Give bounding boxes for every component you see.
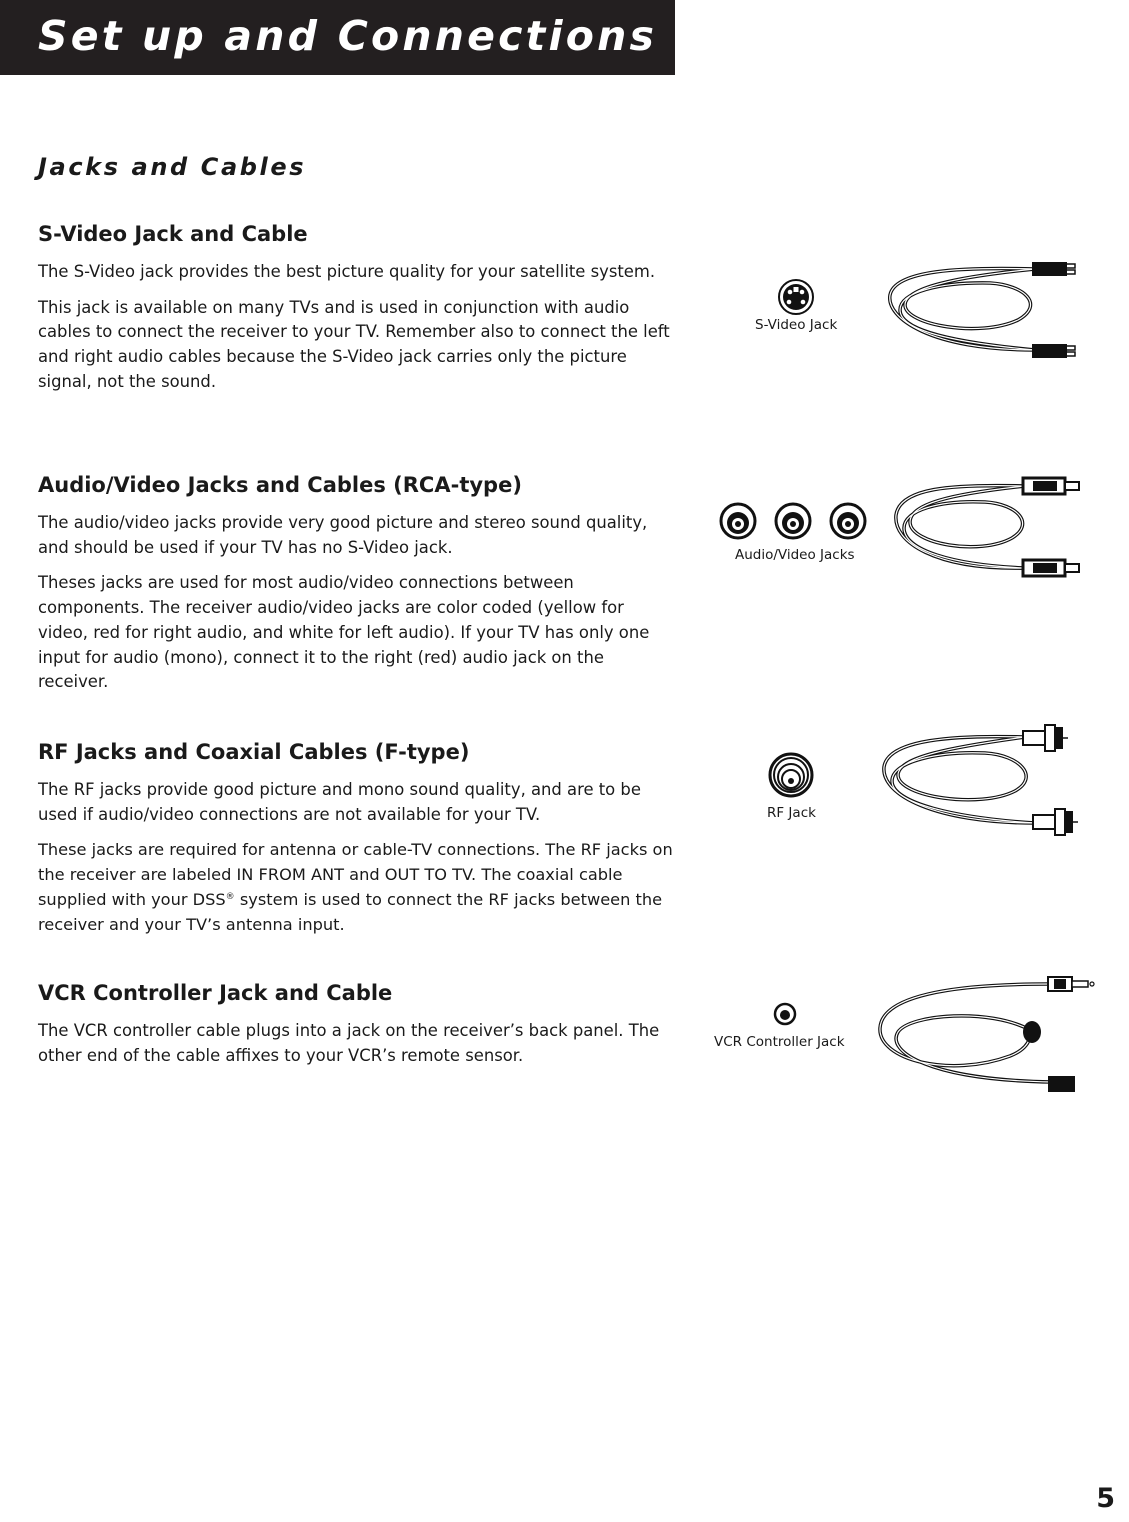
audio-video-figure [690, 470, 1110, 590]
rf-heading: RF Jacks and Coaxial Cables (F-type) [38, 740, 470, 764]
page-title: Set up and Connections [38, 12, 658, 60]
rf-paragraph-2-text: These jacks are required for antenna or cable-TV connections. The RF jacks on the receiver are labeled IN FROM ANT and OUT TO TV. The coaxial cable supplied with your DSS [38, 840, 673, 909]
header-bar [0, 0, 675, 75]
vcr-paragraph-1: The VCR controller cable plugs into a jack on the receiver’s back panel. The other end of the cable affixes to your VCR’s remote sensor. [38, 1021, 660, 1065]
rf-jack-icon [690, 715, 1110, 850]
section-heading: Jacks and Cables [38, 153, 307, 181]
s-video-section [38, 221, 678, 406]
rca-jack-icon [690, 470, 1110, 590]
rf-paragraph-2-text-cont: system is used to connect the RF jacks between the receiver and your TV’s antenna input. [38, 889, 663, 934]
rf-section [38, 739, 678, 948]
vcr-figure [690, 970, 1110, 1100]
audio-video-caption: Audio/Video Jacks [735, 547, 855, 563]
audio-video-section [38, 472, 678, 706]
s-video-figure [690, 250, 1110, 370]
s-video-caption: S-Video Jack [755, 317, 838, 333]
vcr-heading: VCR Controller Jack and Cable [38, 981, 393, 1005]
rf-paragraph-1: The RF jacks provide good picture and mono sound quality, and are to be used if audio/video connections are not available for your TV. [38, 780, 641, 824]
vcr-caption: VCR Controller Jack [714, 1034, 845, 1050]
page-number: 5 [1096, 1483, 1115, 1514]
s-video-paragraph-1: The S-Video jack provides the best picture quality for your satellite system. [38, 262, 656, 281]
s-video-heading: S-Video Jack and Cable [38, 222, 308, 246]
rf-caption: RF Jack [767, 805, 816, 821]
audio-video-paragraph-2: Theses jacks are used for most audio/video connections between components. The receiver audio/video jacks are color coded (yellow for video, red for right audio, and white for left audio). If your TV has only one input for audio (mono), connect it to the right (red) audio jack on the receiver. [38, 573, 650, 692]
rf-figure [690, 715, 1110, 850]
rf-paragraph-2 [38, 838, 678, 937]
s-video-jack-icon [690, 250, 1110, 370]
audio-video-heading: Audio/Video Jacks and Cables (RCA-type) [38, 473, 522, 497]
registered-mark: ® [225, 891, 235, 902]
s-video-paragraph-2: This jack is available on many TVs and is used in conjunction with audio cables to connect the receiver to your TV. Remember also to connect the left and right audio cables because the S-Video jack carries only the picture signal, not the sound. [38, 297, 670, 391]
audio-video-paragraph-1: The audio/video jacks provide very good picture and stereo sound quality, and should be used if your TV has no S-Video jack. [38, 513, 648, 557]
vcr-section [38, 980, 678, 1079]
